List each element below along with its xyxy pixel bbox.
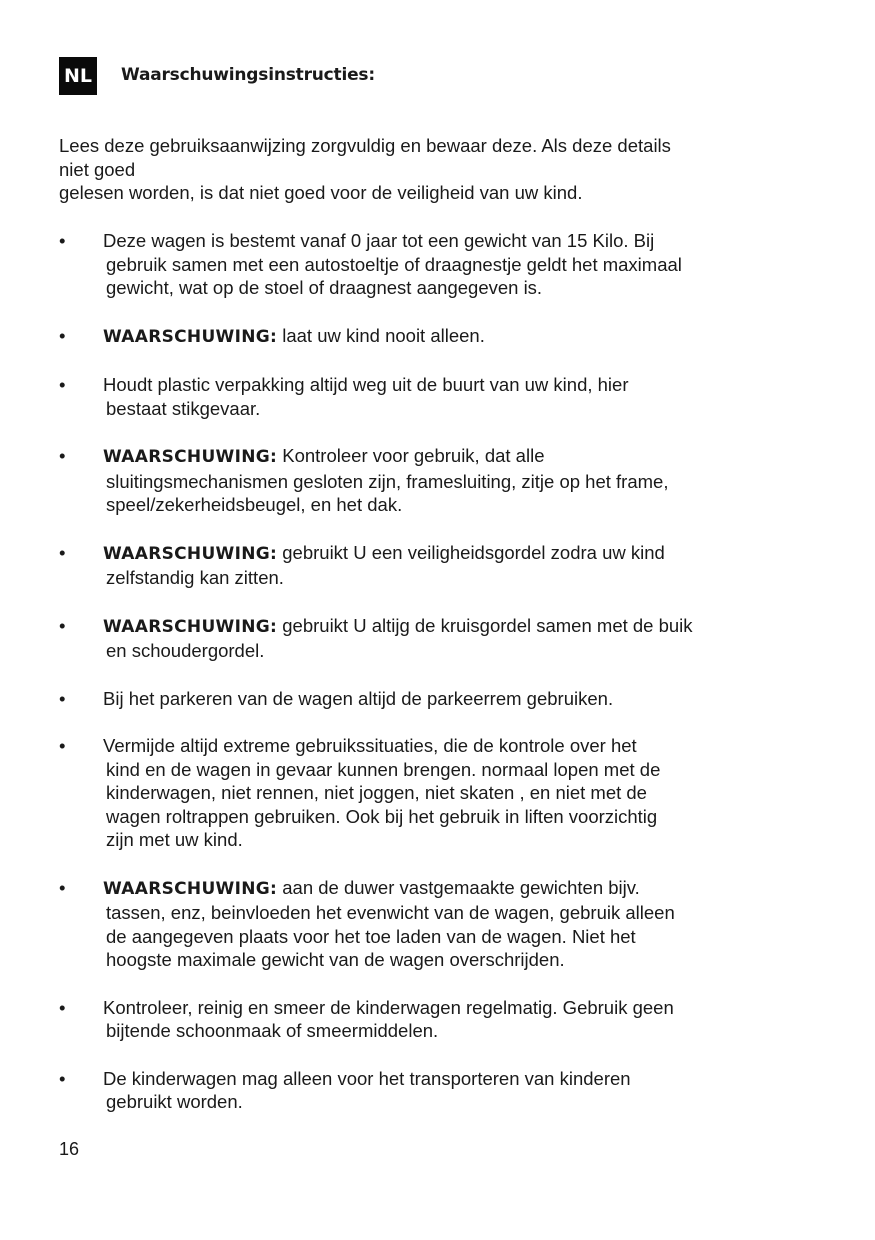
- page-number: 16: [59, 1139, 80, 1159]
- bullet-marker: •: [59, 1067, 66, 1089]
- warning-item: [59, 734, 819, 852]
- warning-line: bijtende schoonmaak of smeermiddelen.: [106, 1020, 439, 1041]
- warning-item: [59, 876, 819, 972]
- bullet-marker: •: [59, 374, 66, 395]
- warning-item: [59, 373, 819, 420]
- warning-label: WAARSCHUWING:: [103, 543, 278, 564]
- warning-line: De kinderwagen mag alleen voor het transporteren van kinderen: [103, 1067, 631, 1089]
- warning-line: Houdt plastic verpakking altijd weg uit de buurt van uw kind, hier: [103, 374, 629, 395]
- intro-line: gelesen worden, is dat niet goed voor de veiligheid van uw kind.: [59, 182, 583, 203]
- warning-label: WAARSCHUWING:: [103, 326, 278, 347]
- bullet-marker: •: [59, 614, 66, 636]
- warning-line: [103, 541, 819, 567]
- warning-line: bestaat stikgevaar.: [106, 397, 261, 419]
- bullet-marker: •: [59, 687, 66, 709]
- warning-text: aan de duwer vastgemaakte gewichten bijv.: [277, 876, 640, 898]
- bullet-marker: •: [59, 876, 66, 898]
- warning-list: [59, 229, 819, 1114]
- warning-line: en schoudergordel.: [106, 640, 265, 661]
- warning-item: [59, 996, 819, 1043]
- warning-line: hoogste maximale gewicht van de wagen overschrijden.: [106, 949, 565, 970]
- intro-line: niet goed: [59, 158, 136, 180]
- bullet-marker: •: [59, 230, 66, 251]
- warning-line: Kontroleer, reinig en smeer de kinderwagen regelmatig. Gebruik geen: [103, 996, 674, 1018]
- warning-line: zijn met uw kind.: [106, 829, 243, 850]
- bullet-marker: •: [59, 324, 66, 346]
- warning-text: gebruikt U altijg de kruisgordel samen met de buik: [277, 614, 693, 636]
- warning-line: [103, 614, 819, 640]
- warning-line: [103, 324, 819, 350]
- bullet-marker: •: [59, 996, 66, 1018]
- warning-label: WAARSCHUWING:: [103, 447, 278, 467]
- warning-line: gebruikt worden.: [106, 1091, 243, 1112]
- warning-label: WAARSCHUWING:: [103, 878, 278, 899]
- language-badge: NL: [59, 57, 97, 95]
- warning-text: laat uw kind nooit alleen.: [277, 324, 485, 346]
- warning-line: de aangegeven plaats voor het toe laden van de wagen. Niet het: [106, 925, 636, 947]
- warning-item: [59, 1067, 819, 1114]
- warning-line: Vermijde altijd extreme gebruikssituaties, die de kontrole over het: [103, 735, 637, 756]
- warning-line: Bij het parkeren van de wagen altijd de parkeerrem gebruiken.: [103, 687, 614, 709]
- warning-line: [103, 444, 819, 470]
- page-title: Waarschuwingsinstructies:: [121, 65, 375, 85]
- bullet-marker: •: [59, 445, 66, 466]
- warning-item: [59, 687, 819, 711]
- warning-line: tassen, enz, beinvloeden het evenwicht van de wagen, gebruik alleen: [106, 902, 675, 923]
- warning-line: sluitingsmechanismen gesloten zijn, framesluiting, zitje op het frame,: [106, 470, 669, 492]
- intro-line: Lees deze gebruiksaanwijzing zorgvuldig en bewaar deze. Als deze details: [59, 135, 671, 156]
- warning-item: [59, 444, 819, 517]
- warning-line: Deze wagen is bestemt vanaf 0 jaar tot een gewicht van 15 Kilo. Bij: [103, 230, 655, 251]
- warning-line: gebruik samen met een autostoeltje of draagnestje geldt het maximaal: [106, 253, 682, 275]
- warning-text: gebruikt U een veiligheidsgordel zodra uw kind: [277, 541, 665, 563]
- warning-line: kinderwagen, niet rennen, niet joggen, niet skaten , en niet met de: [106, 782, 647, 803]
- warning-item: [59, 541, 819, 590]
- intro-paragraph: [59, 134, 759, 205]
- warning-line: [103, 876, 819, 902]
- warning-item: [59, 614, 819, 663]
- warning-line: kind en de wagen in gevaar kunnen brengen. normaal lopen met de: [106, 758, 661, 780]
- warning-item: [59, 324, 819, 350]
- warning-line: gewicht, wat op de stoel of draagnest aangegeven is.: [106, 277, 543, 298]
- warning-line: zelfstandig kan zitten.: [106, 567, 284, 588]
- warning-text: Kontroleer voor gebruik, dat alle: [277, 445, 545, 466]
- warning-line: speel/zekerheidsbeugel, en het dak.: [106, 494, 403, 515]
- warning-line: wagen roltrappen gebruiken. Ook bij het gebruik in liften voorzichtig: [106, 805, 658, 827]
- warning-item: [59, 229, 819, 300]
- bullet-marker: •: [59, 735, 66, 756]
- warning-label: WAARSCHUWING:: [103, 616, 278, 637]
- bullet-marker: •: [59, 541, 66, 563]
